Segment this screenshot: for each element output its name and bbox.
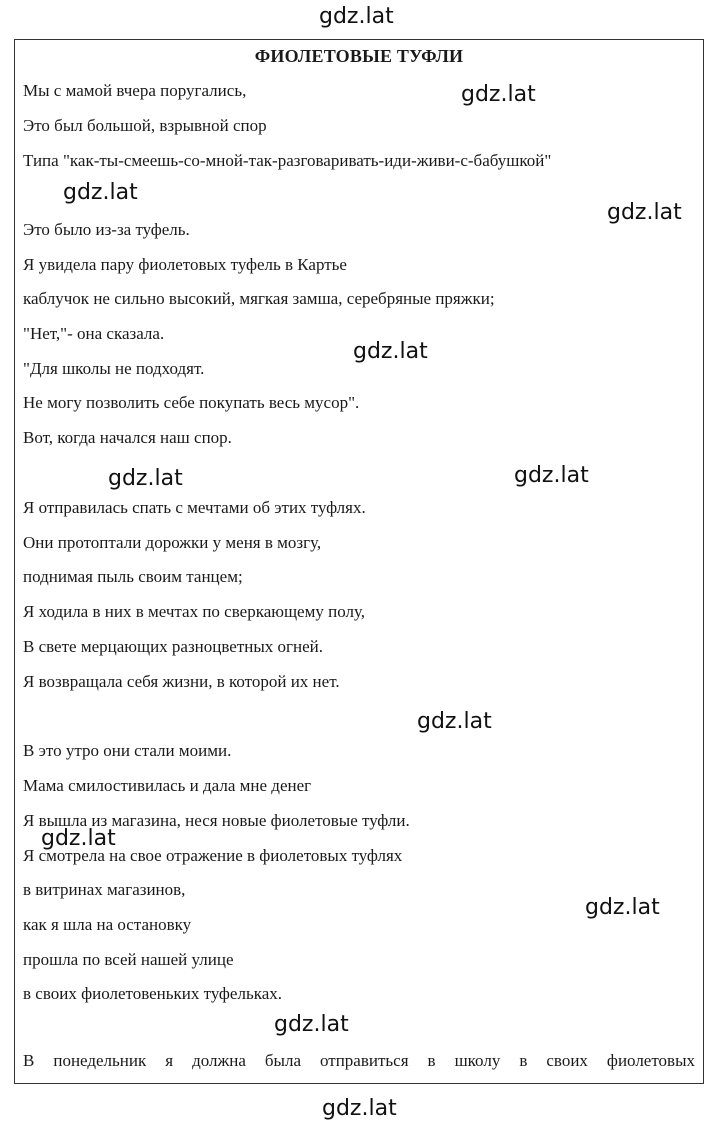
poem-line: Я вышла из магазина, неся новые фиолетовые туфли. <box>23 811 410 830</box>
poem-line: Не могу позволить себе покупать весь мусор". <box>23 393 360 412</box>
poem-line: Это был большой, взрывной спор <box>23 116 267 135</box>
poem-line: В понедельник я должна была отправиться в школу в своих фиолетовых <box>23 1051 695 1070</box>
poem-line: Я отправилась спать с мечтами об этих туфлях. <box>23 498 366 517</box>
poem-line: Я ходила в них в мечтах по сверкающему полу, <box>23 602 366 621</box>
poem-line: Вот, когда начался наш спор. <box>23 428 232 447</box>
watermark: gdz.lat <box>461 82 536 107</box>
poem-line: В свете мерцающих разноцветных огней. <box>23 637 324 656</box>
watermark: gdz.lat <box>585 895 660 920</box>
watermark: gdz.lat <box>108 466 183 491</box>
poem-line: в витринах магазинов, <box>23 880 186 899</box>
poem-line: Мама смилостивилась и дала мне денег <box>23 776 312 795</box>
poem-line: В это утро они стали моими. <box>23 741 232 760</box>
watermark: gdz.lat <box>607 200 682 225</box>
poem-line: прошла по всей нашей улице <box>23 950 234 969</box>
watermark-top: gdz.lat <box>319 4 394 29</box>
watermark: gdz.lat <box>274 1012 349 1037</box>
poem-line: Это было из-за туфель. <box>23 220 190 239</box>
poem-line: Типа "как-ты-смеешь-со-мной-так-разговаривать-иди-живи-с-бабушкой" <box>23 151 552 170</box>
watermark: gdz.lat <box>353 339 428 364</box>
poem-line: поднимая пыль своим танцем; <box>23 567 243 586</box>
poem-line: "Нет,"- она сказала. <box>23 324 165 343</box>
watermark: gdz.lat <box>63 180 138 205</box>
poem-line: Я увидела пару фиолетовых туфель в Картье <box>23 255 347 274</box>
poem-line: Они протоптали дорожки у меня в мозгу, <box>23 533 322 552</box>
watermark: gdz.lat <box>41 826 116 851</box>
poem-line: в своих фиолетовеньких туфельках. <box>23 984 283 1003</box>
watermark: gdz.lat <box>417 709 492 734</box>
poem-line: как я шла на остановку <box>23 915 192 934</box>
watermark-bottom: gdz.lat <box>322 1096 397 1121</box>
watermark: gdz.lat <box>514 463 589 488</box>
poem-line: Я возвращала себя жизни, в которой их нет. <box>23 672 340 691</box>
poem-line: "Для школы не подходят. <box>23 359 205 378</box>
poem-line: Я смотрела на свое отражение в фиолетовых туфлях <box>23 846 403 865</box>
poem-line: каблучок не сильно высокий, мягкая замша, серебряные пряжки; <box>23 289 495 308</box>
poem-title: ФИОЛЕТОВЫЕ ТУФЛИ <box>254 46 464 66</box>
poem-line: Мы с мамой вчера поругались, <box>23 81 247 100</box>
